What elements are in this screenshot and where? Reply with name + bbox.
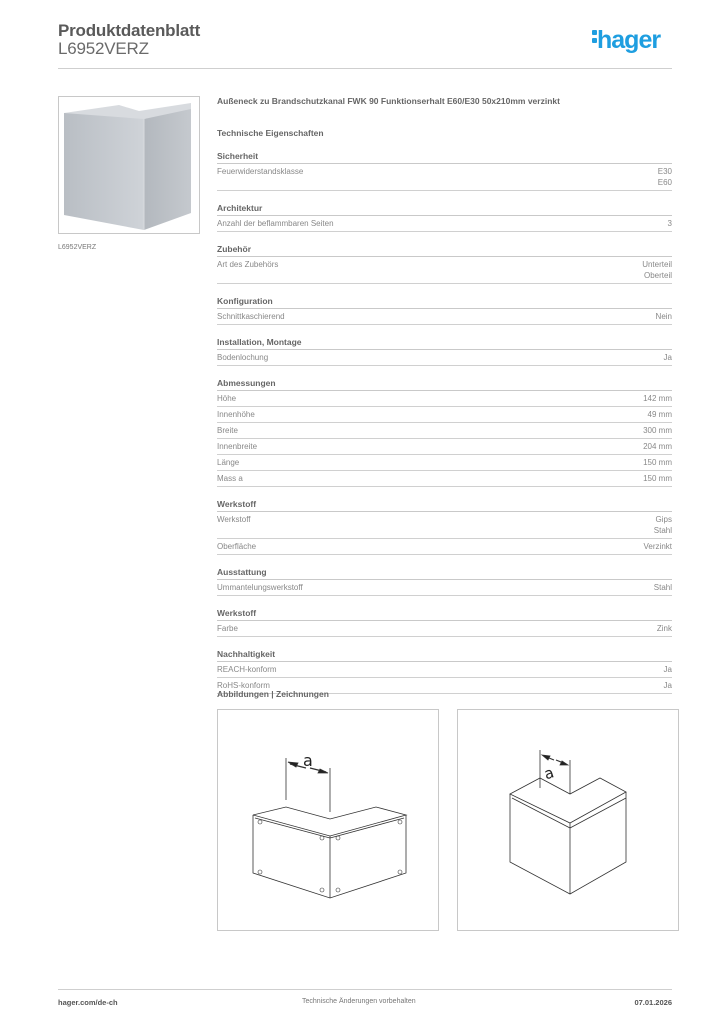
drawing-outer-corner-front	[217, 709, 439, 931]
spec-value	[654, 514, 672, 536]
spec-value-line: Nein	[655, 312, 672, 321]
spec-row	[217, 471, 672, 487]
spec-row	[217, 257, 672, 284]
spec-section	[217, 567, 672, 596]
spec-value	[642, 259, 672, 281]
header-divider	[58, 68, 672, 69]
spec-row	[217, 455, 672, 471]
svg-text:a: a	[541, 763, 557, 784]
spec-label: REACH-konform	[217, 665, 277, 674]
spec-value	[657, 623, 672, 634]
spec-value-line: Gips	[655, 515, 672, 524]
corner-drawing-icon	[458, 710, 678, 930]
spec-section	[217, 608, 672, 637]
spec-value	[643, 441, 672, 452]
svg-text:a: a	[303, 751, 313, 770]
section-heading: Ausstattung	[217, 567, 672, 580]
spec-row	[217, 662, 672, 678]
section-heading: Nachhaltigkeit	[217, 649, 672, 662]
spec-label: Feuerwiderstandsklasse	[217, 167, 304, 176]
section-heading: Architektur	[217, 203, 672, 216]
spec-section	[217, 499, 672, 555]
spec-label: Werkstoff	[217, 515, 251, 524]
spec-section	[217, 151, 672, 191]
spec-row	[217, 309, 672, 325]
section-heading: Konfiguration	[217, 296, 672, 309]
spec-label: Bodenlochung	[217, 353, 269, 362]
spec-value	[643, 425, 672, 436]
spec-label: Farbe	[217, 624, 238, 633]
spec-label: Mass a	[217, 474, 243, 483]
section-heading: Sicherheit	[217, 151, 672, 164]
footer-date: 07.01.2026	[634, 998, 672, 1007]
spec-value-line: 150 mm	[643, 458, 672, 467]
spec-value	[643, 393, 672, 404]
spec-value-line: 300 mm	[643, 426, 672, 435]
spec-value	[648, 409, 672, 420]
article-number: L6952VERZ	[58, 39, 149, 58]
footer-website-link[interactable]: hager.com/de-ch	[58, 998, 118, 1007]
spec-value	[664, 680, 672, 691]
spec-row	[217, 350, 672, 366]
spec-value-line: 3	[667, 219, 672, 228]
tech-heading: Technische Eigenschaften	[217, 128, 324, 138]
logo-colon-icon	[592, 27, 597, 46]
footer-divider	[58, 989, 672, 990]
section-heading: Werkstoff	[217, 499, 672, 512]
spec-row	[217, 580, 672, 596]
spec-value-line: E60	[657, 178, 672, 187]
hager-logo: hager	[592, 26, 660, 55]
spec-row	[217, 539, 672, 555]
spec-value-line: Zink	[656, 624, 672, 633]
spec-label: Innenbreite	[217, 442, 258, 451]
spec-row	[217, 164, 672, 191]
spec-value-line: Ja	[663, 681, 672, 690]
spec-section	[217, 337, 672, 366]
product-image-label: L6952VERZ	[58, 244, 97, 251]
spec-value	[658, 166, 672, 188]
spec-section	[217, 378, 672, 487]
spec-value	[643, 473, 672, 484]
spec-value	[644, 541, 672, 552]
spec-value	[664, 352, 672, 363]
spec-sections	[217, 151, 672, 694]
spec-row	[217, 621, 672, 637]
spec-section	[217, 244, 672, 284]
spec-value-line: 150 mm	[643, 474, 672, 483]
spec-row	[217, 512, 672, 539]
spec-row	[217, 407, 672, 423]
spec-value	[668, 218, 672, 229]
section-heading: Werkstoff	[217, 608, 672, 621]
spec-label: Länge	[217, 458, 240, 467]
spec-value	[664, 664, 672, 675]
spec-value	[654, 582, 672, 593]
spec-label: Schnittkaschierend	[217, 312, 285, 321]
drawing-outer-corner-top	[457, 709, 679, 931]
figures-heading: Abbildungen | Zeichnungen	[217, 689, 329, 699]
spec-label: Innenhöhe	[217, 410, 255, 419]
spec-label: Ummantelungswerkstoff	[217, 583, 303, 592]
spec-label: Art des Zubehörs	[217, 260, 279, 269]
spec-value-line: Oberteil	[643, 271, 672, 280]
spec-row	[217, 216, 672, 232]
spec-label: Oberfläche	[217, 542, 257, 551]
spec-value-line: Stahl	[653, 526, 672, 535]
spec-value	[656, 311, 672, 322]
spec-value-line: Stahl	[653, 583, 672, 592]
spec-section	[217, 649, 672, 694]
spec-label: Anzahl der beflammbaren Seiten	[217, 219, 334, 228]
spec-value-line: Ja	[663, 665, 672, 674]
spec-section	[217, 296, 672, 325]
spec-value-line: 49 mm	[647, 410, 672, 419]
spec-value	[643, 457, 672, 468]
spec-label: RoHS-konform	[217, 681, 270, 690]
section-heading: Installation, Montage	[217, 337, 672, 350]
spec-row	[217, 439, 672, 455]
product-image	[58, 96, 200, 234]
spec-value-line: 204 mm	[643, 442, 672, 451]
spec-row	[217, 391, 672, 407]
product-photo-icon	[59, 97, 199, 233]
corner-drawing-icon	[218, 710, 438, 930]
section-heading: Abmessungen	[217, 378, 672, 391]
spec-content	[217, 96, 672, 706]
spec-value-line: Ja	[663, 353, 672, 362]
footer-notice: Technische Änderungen vorbehalten	[302, 998, 416, 1005]
spec-row	[217, 423, 672, 439]
spec-value-line: Unterteil	[642, 260, 672, 269]
page-title: Produktdatenblatt	[58, 21, 201, 40]
spec-value-line: E30	[657, 167, 672, 176]
product-description: Außeneck zu Brandschutzkanal FWK 90 Funktionserhalt E60/E30 50x210mm verzinkt	[217, 96, 560, 106]
spec-value-line: Verzinkt	[643, 542, 672, 551]
spec-label: Höhe	[217, 394, 237, 403]
spec-label: Breite	[217, 426, 238, 435]
section-heading: Zubehör	[217, 244, 672, 257]
spec-value-line: 142 mm	[643, 394, 672, 403]
spec-section	[217, 203, 672, 232]
